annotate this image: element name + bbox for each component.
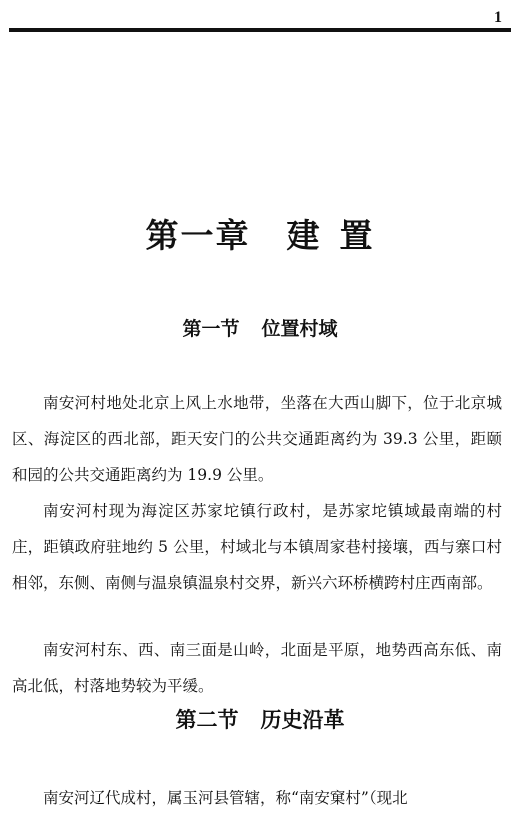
section-heading-2 <box>0 704 520 734</box>
header-rule <box>9 28 511 32</box>
chapter-title-char-1: 建 <box>286 216 322 255</box>
paragraph-administration: 南安河村现为海淀区苏家坨镇行政村，是苏家坨镇域最南端的村庄，距镇政府驻地约 5 公里，村域北与本镇周家巷村接壤，西与寨口村相邻，东侧、南侧与温泉镇温泉村交界，新兴六环桥横跨村庄西南部。 <box>12 501 502 592</box>
chapter-number: 第一章 <box>145 216 251 255</box>
paragraph-history: 南安河辽代成村，属玉河县管辖，称“南安窠村”（现北 <box>43 788 408 807</box>
paragraph-terrain: 南安河村东、西、南三面是山岭，北面是平原，地势西高东低、南高北低，村落地势较为平缓。 <box>12 640 502 695</box>
chapter-title <box>0 210 520 257</box>
paragraph-location: 南安河村地处北京上风上水地带，坐落在大西山脚下，位于北京城区、海淀区的西北部，距天安门的公共交通距离约为 39.3 公里，距颐和园的公共交通距离约为 19.9 公里。 <box>12 393 502 484</box>
page-number: 1 <box>494 9 502 26</box>
section-title: 历史沿革 <box>260 707 345 732</box>
section-heading-1 <box>0 314 520 341</box>
section-title: 位置村域 <box>261 318 338 340</box>
chapter-title-char-2: 置 <box>339 216 375 255</box>
section-number: 第二节 <box>175 707 239 732</box>
section-number: 第一节 <box>182 318 240 340</box>
